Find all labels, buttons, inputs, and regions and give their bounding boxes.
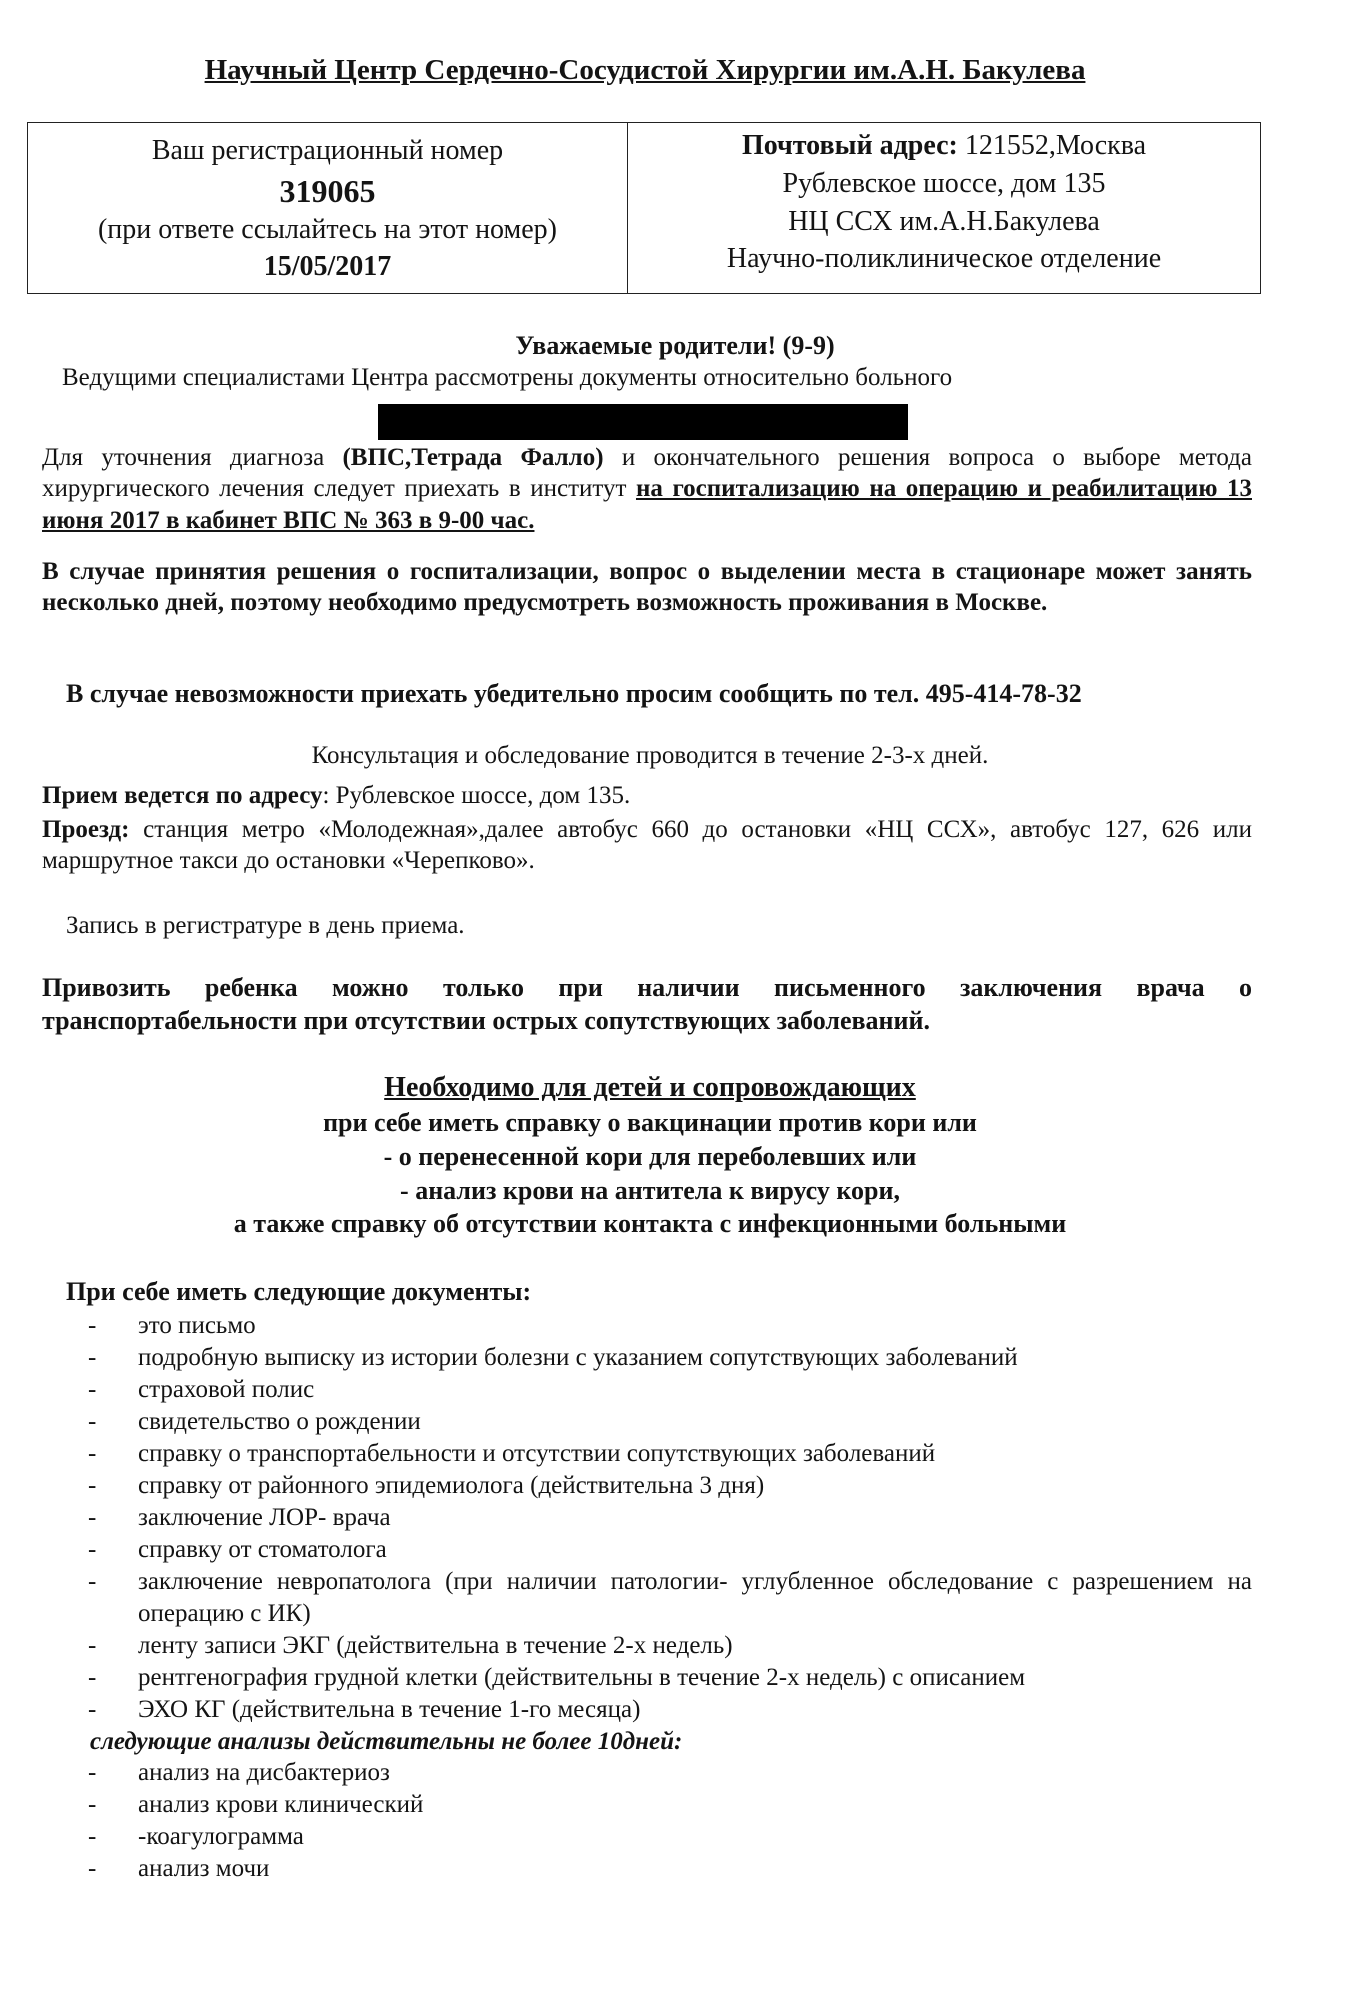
address-city: 121552,Москва	[964, 130, 1147, 161]
list-dash: -	[88, 1440, 97, 1467]
document-item	[42, 1502, 1252, 1534]
reception-label: Прием ведется по адресу	[42, 782, 323, 809]
list-dash: -	[88, 1376, 97, 1403]
diagnosis-name: (ВПС,Тетрада Фалло)	[342, 444, 604, 471]
needed-line: - о перенесенной кори для переболевших или	[383, 1141, 917, 1171]
analysis-item-text: анализ на дисбактериоз	[138, 1759, 390, 1787]
registration-label: Ваш регистрационный номер	[151, 135, 504, 166]
child-transport-warning: Привозить ребенка можно только при наличии письменного заключения врача о транспортабельности при отсутствии острых сопутствующих заболеваний.	[42, 973, 1252, 1035]
document-item-text: рентгенография грудной клетки (действительны в течение 2-х недель) с описанием	[138, 1664, 1026, 1691]
registration-date: 15/05/2017	[263, 251, 392, 283]
document-item	[42, 1374, 1252, 1406]
diagnosis-text: и окончательного решения вопроса о выборе метода хирургического лечения следует приехать в институт	[42, 444, 1252, 503]
analyses-title: следующие анализы действительны не более 10дней:	[90, 1728, 683, 1755]
needed-line: при себе иметь справку о вакцинации против кори или	[323, 1108, 977, 1137]
document-item	[42, 1470, 1252, 1502]
document-item-text: справку от районного эпидемиолога (действительна 3 дня)	[138, 1472, 765, 1499]
diagnosis-paragraph	[42, 442, 1252, 536]
route-label: Проезд:	[42, 816, 130, 843]
registry-note: Запись в регистратуре в день приема.	[66, 912, 465, 939]
document-item-text: подробную выписку из истории болезни с указанием сопутствующих заболеваний	[138, 1344, 1018, 1371]
needed-list	[0, 1106, 1300, 1241]
list-dash: -	[88, 1312, 97, 1339]
list-dash: -	[88, 1408, 97, 1435]
address-first-line	[628, 127, 1260, 165]
route-value: станция метро «Молодежная»,далее автобус 660 до остановки «НЦ ССХ», автобус 127, 626 или маршрутное такси до остановки «Черепково».	[42, 816, 1252, 875]
address-department: Научно-поликлиническое отделение	[726, 243, 1162, 275]
analysis-item-text: -коагулограмма	[138, 1823, 304, 1851]
analysis-item	[42, 1821, 1252, 1853]
header-table	[27, 122, 1261, 294]
document-item-text: заключение ЛОР- врача	[138, 1504, 391, 1531]
documents-title: При себе иметь следующие документы:	[66, 1277, 532, 1306]
reception-value: : Рублевское шоссе, дом 135.	[322, 782, 631, 809]
document-item	[42, 1438, 1252, 1470]
document-item-text: справку о транспортабельности и отсутствии сопутствующих заболеваний	[138, 1440, 936, 1467]
documents-list	[42, 1310, 1252, 1885]
list-dash: -	[88, 1759, 97, 1787]
document-title: Научный Центр Сердечно-Сосудистой Хирургии им.А.Н. Бакулева	[204, 54, 1086, 86]
consultation-note: Консультация и обследование проводится в течение 2-3-х дней.	[311, 742, 989, 769]
list-dash: -	[88, 1664, 97, 1691]
analysis-item	[42, 1757, 1252, 1789]
document-item-text: это письмо	[138, 1312, 256, 1339]
document-item	[42, 1630, 1252, 1662]
document-item	[42, 1342, 1252, 1374]
route-directions	[42, 814, 1252, 877]
address-cell	[628, 123, 1260, 293]
registration-number: 319065	[279, 172, 376, 209]
document-item	[42, 1694, 1252, 1726]
list-dash: -	[88, 1472, 97, 1499]
list-dash: -	[88, 1855, 97, 1883]
address-label: Почтовый адрес:	[741, 130, 958, 161]
document-item	[42, 1406, 1252, 1438]
document-item	[42, 1566, 1252, 1630]
list-dash: -	[88, 1696, 97, 1723]
list-dash: -	[88, 1632, 97, 1659]
reception-address	[42, 780, 1252, 811]
list-dash: -	[88, 1536, 97, 1563]
document-item-text: заключение невропатолога (при наличии патологии- углубленное обследование с разрешением на операцию с ИК)	[138, 1568, 1252, 1627]
analysis-item	[42, 1853, 1252, 1885]
review-line: Ведущими специалистами Центра рассмотрены документы относительно больного	[62, 364, 953, 391]
phone-notice: В случае невозможности приехать убедительно просим сообщить по тел. 495-414-78-32	[66, 679, 1082, 708]
document-item-text: страховой полис	[138, 1376, 315, 1403]
list-dash: -	[88, 1823, 97, 1851]
greeting: Уважаемые родители! (9-9)	[515, 331, 835, 360]
diagnosis-intro: Для уточнения диагноза	[42, 444, 343, 471]
document-item-text: ЭХО КГ (действительна в течение 1-го месяца)	[138, 1696, 641, 1723]
document-item	[42, 1310, 1252, 1342]
document-item	[42, 1662, 1252, 1694]
document-item-text: справку от стоматолога	[138, 1536, 387, 1563]
registration-cell	[28, 123, 628, 293]
list-dash: -	[88, 1791, 97, 1819]
appointment-details: на госпитализацию на операцию и реабилитацию 13 июня 2017 в кабинет ВПС № 363 в 9-00 час.	[42, 475, 1252, 534]
analysis-item-text: анализ мочи	[138, 1855, 270, 1883]
list-dash: -	[88, 1504, 97, 1531]
address-institution: НЦ ССХ им.А.Н.Бакулева	[788, 205, 1100, 237]
redacted-patient-name	[378, 404, 908, 440]
registration-note: (при ответе ссылайтесь на этот номер)	[97, 214, 557, 246]
hospitalization-notice: В случае принятия решения о госпитализации, вопрос о выделении места в стационаре может занять несколько дней, поэтому необходимо предусмотреть возможность проживания в Москве.	[42, 558, 1252, 617]
needed-title: Необходимо для детей и сопровождающих	[384, 1072, 916, 1103]
analysis-item	[42, 1789, 1252, 1821]
document-item-text: ленту записи ЭКГ (действительна в течение 2-х недель)	[138, 1632, 733, 1659]
needed-line: а также справку об отсутствии контакта с инфекционными больными	[233, 1209, 1067, 1239]
needed-line: - анализ крови на антитела к вирусу кори,	[400, 1175, 900, 1205]
analysis-item-text: анализ крови клинический	[138, 1791, 424, 1819]
list-dash: -	[88, 1344, 97, 1371]
document-item	[42, 1534, 1252, 1566]
document-item-text: свидетельство о рождении	[138, 1408, 421, 1435]
address-street: Рублевское шоссе, дом 135	[782, 167, 1106, 199]
list-dash: -	[88, 1568, 97, 1595]
